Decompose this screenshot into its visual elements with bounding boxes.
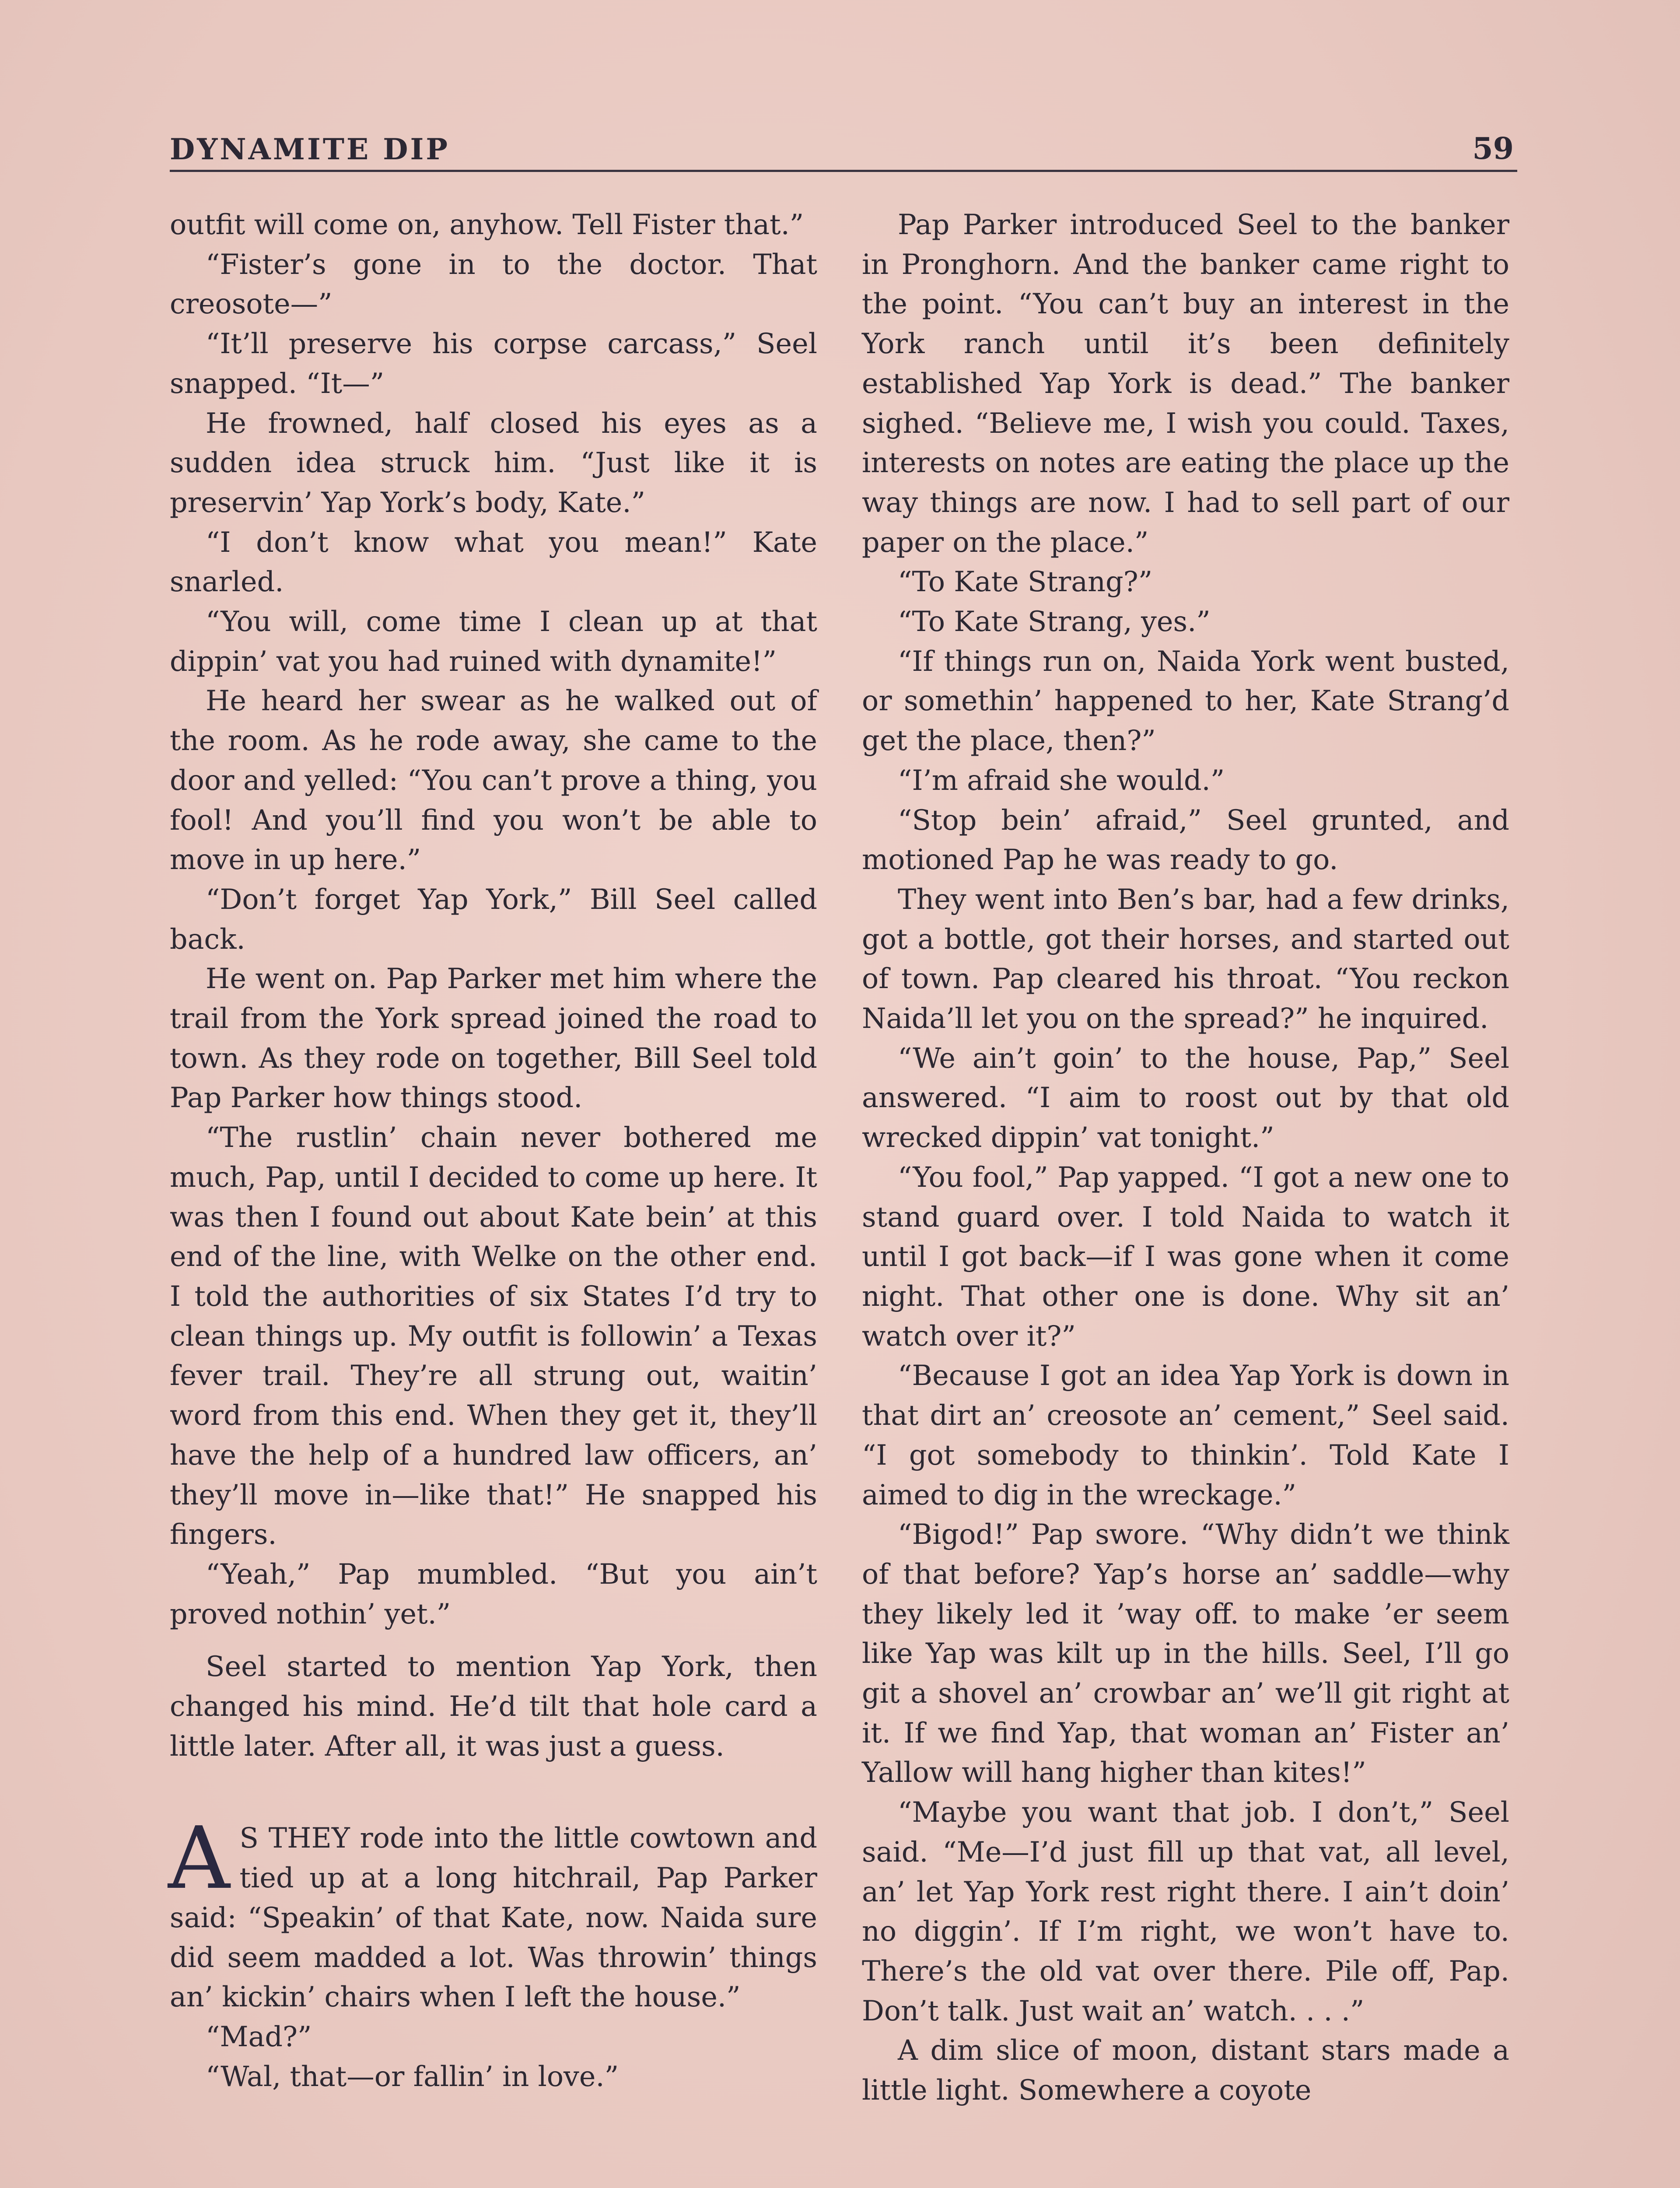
paragraph: “Mad?”: [206, 2020, 312, 2053]
paragraph: “Maybe you want that job. I don’t,” Seel said. “Me—I’d just fill up that vat, all level, an’ let Yap York rest right there. I ain’t doin’ no diggin’. If I’m right, we won’t have to. There’s the old vat over there. Pile off, Pap. Don’t talk. Just wait an’ watch. . . .”: [862, 1796, 1509, 2027]
paragraph: “I’m afraid she would.”: [898, 764, 1225, 796]
paragraph: “If things run on, Naida York went busted, or somethin’ happened to her, Kate Strang’d get the place, then?”: [862, 645, 1509, 757]
paragraph: “It’ll preserve his corpse carcass,” Seel snapped. “It—”: [170, 327, 817, 400]
paragraph: “You will, come time I clean up at that dippin’ vat you had ruined with dynamite!”: [170, 605, 817, 677]
paragraph: “Bigod!” Pap swore. “Why didn’t we think of that before? Yap’s horse an’ saddle—why they likely led it ’way off. to make ’er seem like Yap was kilt up in the hills. Seel, I’ll go git a shovel an’ crowbar an’ we’ll git right at it. If we find Yap, that woman an’ Fister an’ Yallow will hang higher than kites!”: [862, 1518, 1509, 1789]
paragraph: “Don’t forget Yap York,” Bill Seel called back.: [170, 883, 817, 955]
paragraph: He heard her swear as he walked out of the room. As he rode away, she came to the door and yelled: “You can’t prove a thing, you fool! And you’ll find you won’t be able to move in up here.”: [170, 684, 817, 876]
paragraph: He frowned, half closed his eyes as a sudden idea struck him. “Just like it is preservin’ Yap York’s body, Kate.”: [170, 407, 817, 519]
paragraph: A dim slice of moon, distant stars made a little light. Somewhere a coyote: [862, 2034, 1509, 2107]
paragraph: “You fool,” Pap yapped. “I got a new one to stand guard over. I told Naida to watch it until I got back—if I was gone when it come night. That other one is done. Why sit an’ watch over it?”: [862, 1161, 1509, 1352]
section-opening-text: S THEY rode into the little cowtown and tied up at a long hitchrail, Pap Parker said: “Speakin’ of that Kate, now. Naida sure did seem madded a lot. Was throwin’ things an’ kickin’ chairs when I left the house.”: [170, 1822, 817, 2013]
section-opening-paragraph: [168, 1809, 817, 2017]
right-column: [862, 205, 1509, 2110]
paragraph: He went on. Pap Parker met him where the trail from the York spread joined the road to town. As they rode on together, Bill Seel told Pap Parker how things stood.: [170, 962, 817, 1114]
paragraph: “I don’t know what you mean!” Kate snarled.: [170, 526, 817, 598]
paragraph: “Stop bein’ afraid,” Seel grunted, and motioned Pap he was ready to go.: [862, 803, 1509, 876]
paragraph: “The rustlin’ chain never bothered me much, Pap, until I decided to come up here. It was then I found out about Kate bein’ at this end of the line, with Welke on the other end. I told the authorities of six States I’d try to clean things up. My outfit is followin’ a Texas fever trail. They’re all strung out, waitin’ word from this end. When they get it, they’ll have the help of a hundred law officers, an’ they’ll move in—like that!” He snapped his fingers.: [170, 1121, 817, 1551]
paragraph: “Wal, that—or fallin’ in love.”: [206, 2060, 619, 2093]
drop-cap: A: [168, 1809, 230, 1909]
paragraph: “Because I got an idea Yap York is down in that dirt an’ creosote an’ cement,” Seel said. “I got somebody to thinkin’. Told Kate I aimed to dig in the wreckage.”: [862, 1359, 1509, 1511]
paragraph: They went into Ben’s bar, had a few drinks, got a bottle, got their horses, and started out of town. Pap cleared his throat. “You reckon Naida’ll let you on the spread?” he inquired.: [862, 883, 1509, 1035]
paragraph: Seel started to mention Yap York, then changed his mind. He’d tilt that hole card a little later. After all, it was just a guess.: [170, 1650, 817, 1762]
paragraph: “To Kate Strang, yes.”: [898, 605, 1211, 638]
running-title: DYNAMITE DIP: [170, 132, 450, 166]
paragraph: “Fister’s gone in to the doctor. That creosote—”: [170, 248, 817, 320]
page-number: 59: [1472, 131, 1514, 166]
page-header: [170, 130, 1517, 172]
paragraph: “We ain’t goin’ to the house, Pap,” Seel answered. “I aim to roost out by that old wrecked dippin’ vat tonight.”: [862, 1041, 1509, 1154]
paragraph: Pap Parker introduced Seel to the banker in Pronghorn. And the banker came right to the point. “You can’t buy an interest in the York ranch until it’s been definitely established Yap York is dead.” The banker sighed. “Believe me, I wish you could. Taxes, interests on notes are eating the place up the way things are now. I had to sell part of our paper on the place.”: [862, 208, 1509, 558]
paragraph: “Yeah,” Pap mumbled. “But you ain’t proved nothin’ yet.”: [170, 1557, 817, 1630]
paragraph: “To Kate Strang?”: [898, 565, 1153, 598]
left-column: [170, 205, 817, 2096]
paragraph: outfit will come on, anyhow. Tell Fister that.”: [170, 208, 804, 241]
